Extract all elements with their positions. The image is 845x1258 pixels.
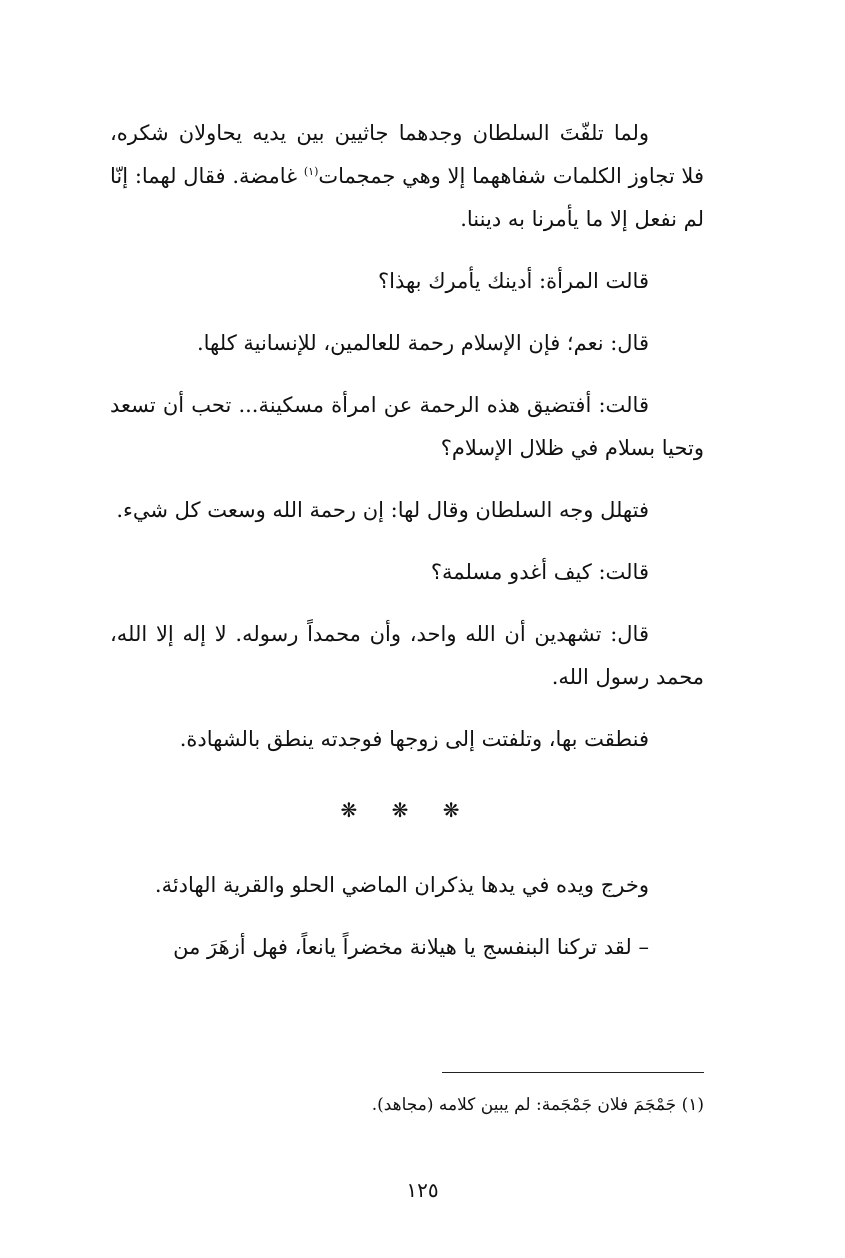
paragraph-1 [110,112,704,241]
paragraph-4: قالت: أفتضيق هذه الرحمة عن امرأة مسكينة... تحب أن تسعد وتحيا بسلام في ظلال الإسلام؟ [110,393,704,460]
paragraph-8: فنطقت بها، وتلفتت إلى زوجها فوجدته ينطق بالشهادة. [179,727,649,751]
paragraph-1-text: ولما تلفّتَ السلطان وجدهما جاثيين بين يديه يحاولان شكره، فلا تجاوز الكلمات شفاههما إلا وهي جمجمات [110,121,704,188]
paragraph-6: قالت: كيف أغدو مسلمة؟ [430,560,649,584]
footnote: (١) جَمْجَمَ فلان جَمْجَمة: لم يبين كلامه (مجاهد). [371,1095,704,1115]
footnote-divider [442,1072,704,1073]
paragraph-5: فتهلل وجه السلطان وقال لها: إن رحمة الله وسعت كل شيء. [116,498,649,522]
page-body [110,112,704,969]
paragraph-10: – لقد تركنا البنفسج يا هيلانة مخضراً يانعاً، فهل أزهَرَ من [173,935,649,959]
footnote-reference: (١) [303,165,319,178]
paragraph-3: قال: نعم؛ فإن الإسلام رحمة للعالمين، للإنسانية كلها. [196,331,649,355]
section-separator: ❋ ❋ ❋ [340,798,474,822]
paragraph-9: وخرج ويده في يدها يذكران الماضي الحلو والقرية الهادئة. [154,873,649,897]
paragraph-2: قالت المرأة: أدينك يأمرك بهذا؟ [377,269,649,293]
paragraph-1-tail: غامضة. فقال لهما: إنّا لم نفعل إلا ما يأمرنا به ديننا. [110,164,704,231]
page-number: ١٢٥ [406,1178,439,1202]
paragraph-7: قال: تشهدين أن الله واحد، وأن محمداً رسوله. لا إله إلا الله، محمد رسول الله. [110,622,704,689]
